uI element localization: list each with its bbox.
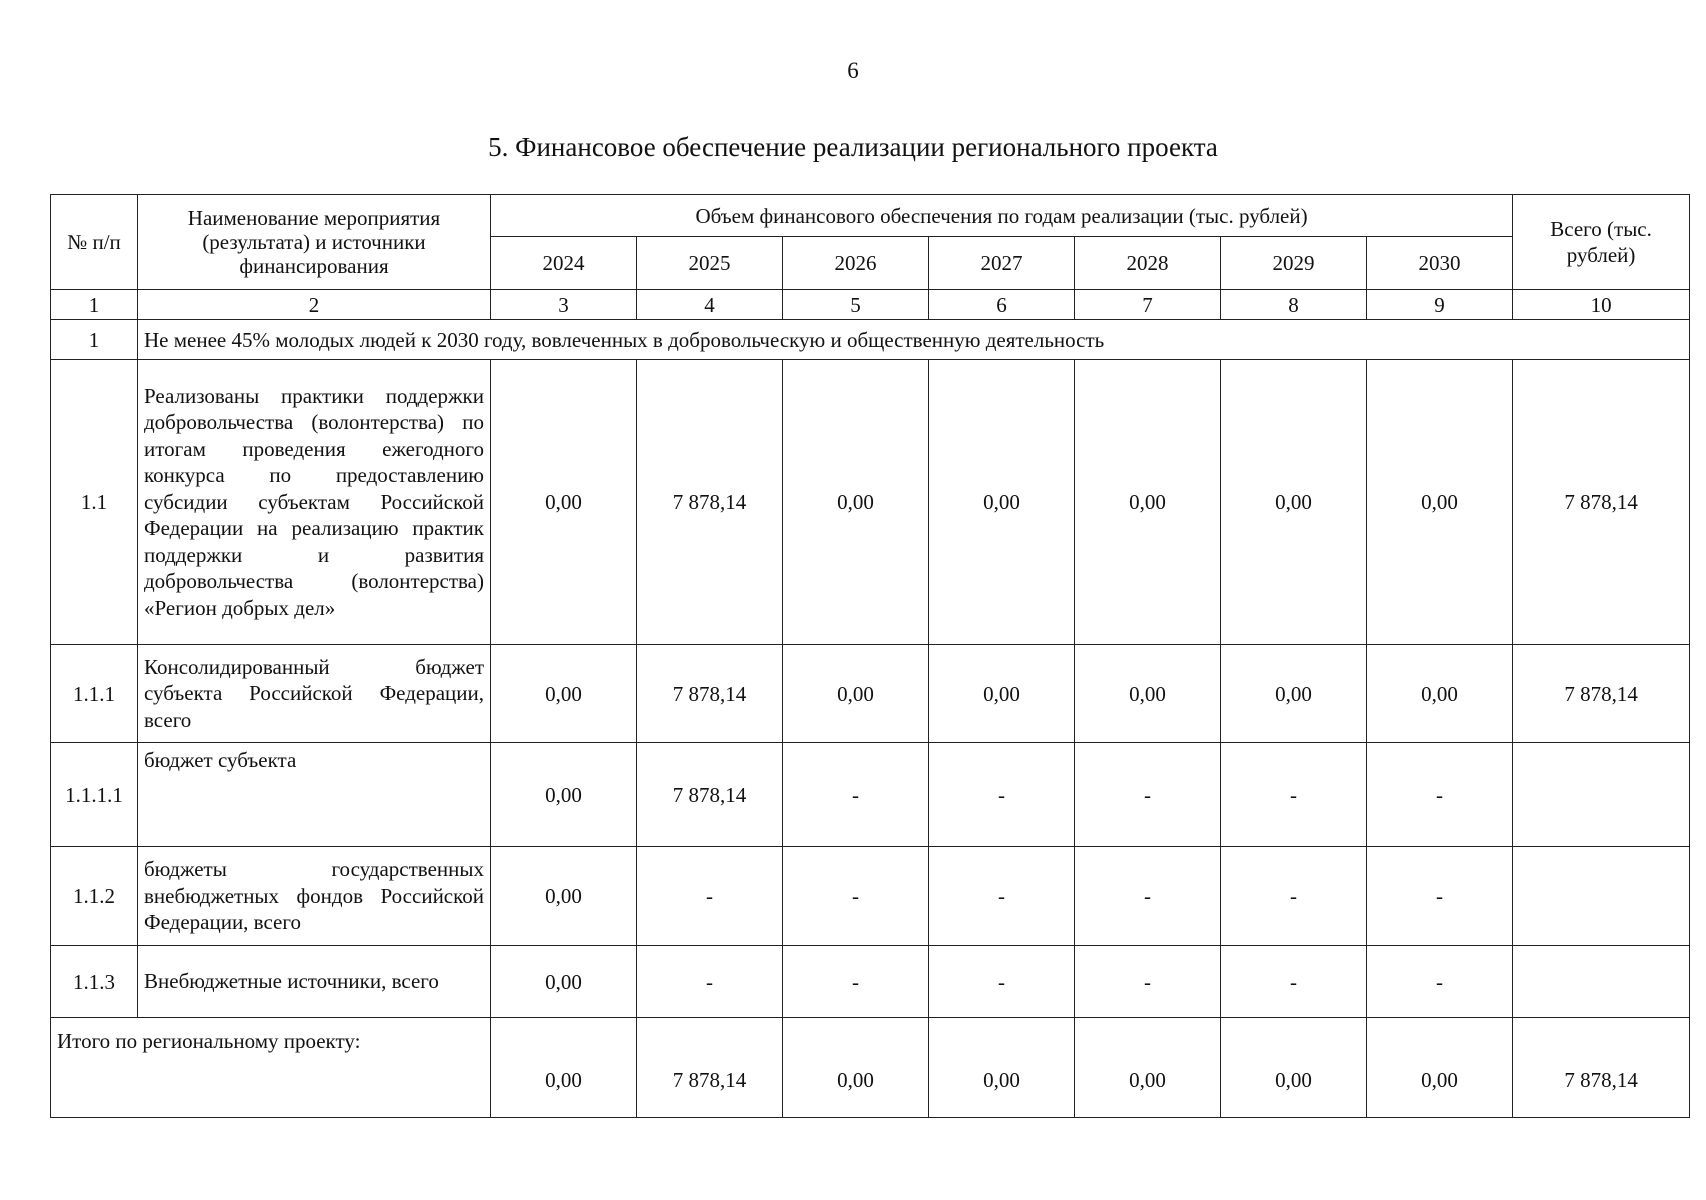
row-total xyxy=(1513,946,1690,1018)
header-year: 2028 xyxy=(1075,237,1221,290)
row-value: 0,00 xyxy=(491,360,637,645)
header-name: Наименование мероприятия (результата) и источники финансирования xyxy=(138,195,491,290)
row-value: 0,00 xyxy=(491,946,637,1018)
table-row xyxy=(51,645,1690,743)
row-value: - xyxy=(637,847,783,946)
row-value: 0,00 xyxy=(491,847,637,946)
row-value: - xyxy=(783,743,929,847)
row-total xyxy=(1513,743,1690,847)
row-value: - xyxy=(1221,946,1367,1018)
grand-total-value: 0,00 xyxy=(1221,1018,1367,1118)
header-year: 2030 xyxy=(1367,237,1513,290)
row-value: - xyxy=(929,847,1075,946)
row-value: 7 878,14 xyxy=(637,360,783,645)
goal-num: 1 xyxy=(51,320,138,360)
column-number: 8 xyxy=(1221,290,1367,320)
row-value: - xyxy=(783,847,929,946)
row-value: 0,00 xyxy=(1221,645,1367,743)
row-num: 1.1.2 xyxy=(51,847,138,946)
table-row xyxy=(51,946,1690,1018)
grand-total-sum: 7 878,14 xyxy=(1513,1018,1690,1118)
row-value: 0,00 xyxy=(783,360,929,645)
header-volume: Объем финансового обеспечения по годам реализации (тыс. рублей) xyxy=(491,195,1513,237)
column-number: 1 xyxy=(51,290,138,320)
row-value: - xyxy=(1075,743,1221,847)
header-year: 2027 xyxy=(929,237,1075,290)
row-value: 0,00 xyxy=(491,645,637,743)
row-value: - xyxy=(1367,743,1513,847)
row-value: 0,00 xyxy=(1367,360,1513,645)
grand-total-value: 0,00 xyxy=(1075,1018,1221,1118)
row-value: - xyxy=(1367,946,1513,1018)
column-number: 4 xyxy=(637,290,783,320)
header-row-1 xyxy=(51,195,1690,237)
row-value: - xyxy=(929,946,1075,1018)
header-year: 2029 xyxy=(1221,237,1367,290)
table-row xyxy=(51,360,1690,645)
row-name: бюджет субъекта xyxy=(138,743,491,847)
grand-total-label: Итого по региональному проекту: xyxy=(51,1018,491,1118)
row-name: Консолидированный бюджет субъекта Российской Федерации, всего xyxy=(138,645,491,743)
row-value: 0,00 xyxy=(1367,645,1513,743)
header-total: Всего (тыс. рублей) xyxy=(1513,195,1690,290)
row-num: 1.1 xyxy=(51,360,138,645)
row-value: 7 878,14 xyxy=(637,645,783,743)
grand-total-value: 0,00 xyxy=(783,1018,929,1118)
row-value: 0,00 xyxy=(1075,360,1221,645)
table-row xyxy=(51,847,1690,946)
column-number: 10 xyxy=(1513,290,1690,320)
row-value: 0,00 xyxy=(1075,645,1221,743)
table-row xyxy=(51,743,1690,847)
row-value: - xyxy=(1367,847,1513,946)
row-num: 1.1.3 xyxy=(51,946,138,1018)
row-value: 7 878,14 xyxy=(637,743,783,847)
column-number: 2 xyxy=(138,290,491,320)
header-year: 2025 xyxy=(637,237,783,290)
page-number: 6 xyxy=(847,58,859,83)
header-num: № п/п xyxy=(51,195,138,290)
column-number: 7 xyxy=(1075,290,1221,320)
row-value: - xyxy=(1221,743,1367,847)
row-num: 1.1.1.1 xyxy=(51,743,138,847)
column-number: 5 xyxy=(783,290,929,320)
header-year: 2026 xyxy=(783,237,929,290)
column-number: 9 xyxy=(1367,290,1513,320)
row-value: - xyxy=(1221,847,1367,946)
section-title: 5. Финансовое обеспечение реализации регионального проекта xyxy=(488,132,1218,162)
grand-total-value: 0,00 xyxy=(491,1018,637,1118)
row-value: 0,00 xyxy=(491,743,637,847)
grand-total-value: 0,00 xyxy=(1367,1018,1513,1118)
header-year: 2024 xyxy=(491,237,637,290)
row-total xyxy=(1513,847,1690,946)
row-num: 1.1.1 xyxy=(51,645,138,743)
goal-text: Не менее 45% молодых людей к 2030 году, вовлеченных в добровольческую и общественную деятельность xyxy=(138,320,1690,360)
row-value: - xyxy=(1075,946,1221,1018)
grand-total-row xyxy=(51,1018,1690,1118)
row-total: 7 878,14 xyxy=(1513,360,1690,645)
goal-row xyxy=(51,320,1690,360)
row-value: - xyxy=(929,743,1075,847)
row-value: - xyxy=(637,946,783,1018)
grand-total-value: 0,00 xyxy=(929,1018,1075,1118)
row-value: - xyxy=(783,946,929,1018)
row-value: 0,00 xyxy=(783,645,929,743)
row-name: бюджеты государственных внебюджетных фондов Российской Федерации, всего xyxy=(138,847,491,946)
row-value: - xyxy=(1075,847,1221,946)
column-number: 6 xyxy=(929,290,1075,320)
row-name: Реализованы практики поддержки добровольчества (волонтерства) по итогам проведения ежегодного конкурса по предоставлению субсидии субъектам Российской Федерации на реализацию практик поддержки и развития добровольчества (волонтерства) «Регион добрых дел» xyxy=(138,360,491,645)
row-value: 0,00 xyxy=(929,360,1075,645)
row-value: 0,00 xyxy=(929,645,1075,743)
row-name: Внебюджетные источники, всего xyxy=(138,946,491,1018)
row-value: 0,00 xyxy=(1221,360,1367,645)
column-number: 3 xyxy=(491,290,637,320)
grand-total-value: 7 878,14 xyxy=(637,1018,783,1118)
row-total: 7 878,14 xyxy=(1513,645,1690,743)
financing-table xyxy=(50,194,1690,1118)
column-numbers-row xyxy=(51,290,1690,320)
